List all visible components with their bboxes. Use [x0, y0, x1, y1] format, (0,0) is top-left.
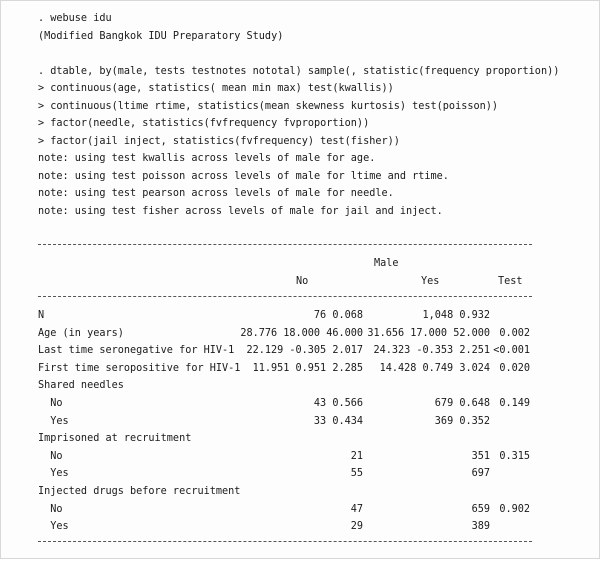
cell-yes [363, 486, 490, 498]
cell-test: 0.002 [499, 328, 530, 339]
dataset-label: (Modified Bangkok IDU Preparatory Study) [38, 31, 284, 42]
cell-no: 28.776 18.000 46.000 [240, 328, 363, 339]
cell-test: 0.020 [499, 363, 530, 374]
cell-yes: 697 [471, 468, 490, 479]
row-label: No [38, 398, 63, 409]
row-label: Yes [38, 416, 69, 427]
cell-yes [363, 380, 490, 392]
cell-yes: 369 0.352 [434, 416, 490, 427]
row-label: Imprisoned at recruitment [38, 433, 192, 444]
cell-yes: 1,048 0.932 [422, 310, 490, 321]
table-top-rule [38, 244, 532, 245]
note-line: note: using test kwallis across levels of male for age. [38, 153, 376, 164]
cell-test [490, 521, 530, 533]
cell-no: 43 0.566 [313, 398, 363, 409]
cell-no: 47 [350, 504, 363, 515]
row-label: No [38, 504, 63, 515]
cell-test [490, 310, 530, 322]
cell-no: 55 [350, 468, 363, 479]
cell-test [490, 433, 530, 445]
row-label: Last time seronegative for HIV-1 [38, 345, 235, 356]
cell-yes [363, 433, 490, 445]
cell-no: 29 [350, 521, 363, 532]
cell-no: 76 0.068 [313, 310, 363, 321]
cell-test [490, 468, 530, 480]
cell-yes: 24.323 -0.353 2.251 [373, 345, 490, 356]
cell-test: 0.149 [499, 398, 530, 409]
row-label: Age (in years) [38, 328, 124, 339]
cell-no: 22.129 -0.305 2.017 [246, 345, 363, 356]
group-header-male: Male [374, 258, 399, 269]
cell-no [237, 486, 363, 498]
cell-yes: 679 0.648 [434, 398, 490, 409]
table-header-rule [38, 296, 532, 297]
row-label: Yes [38, 521, 69, 532]
row-label: Yes [38, 468, 69, 479]
col-header-no: No [296, 276, 309, 287]
cell-no: 33 0.434 [313, 416, 363, 427]
col-header-test: Test [498, 276, 523, 287]
table-bottom-rule [38, 541, 532, 542]
row-label: Injected drugs before recruitment [38, 486, 241, 497]
command-dtable-line: > factor(needle, statistics(fvfrequency fvproportion)) [38, 118, 370, 129]
command-webuse: . webuse idu [38, 13, 112, 24]
cell-test [490, 416, 530, 428]
cell-test: 0.902 [499, 504, 530, 515]
cell-no [237, 380, 363, 392]
row-label: N [38, 310, 45, 321]
command-dtable-line: > continuous(age, statistics( mean min max) test(kwallis)) [38, 83, 394, 94]
cell-no: 21 [350, 451, 363, 462]
cell-no [237, 433, 363, 445]
cell-yes: 351 [471, 451, 490, 462]
row-label: First time seropositive for HIV-1 [38, 363, 241, 374]
cell-test: <0.001 [493, 345, 530, 356]
command-dtable-line: > continuous(ltime rtime, statistics(mean skewness kurtosis) test(poisson)) [38, 101, 499, 112]
cell-no: 11.951 0.951 2.285 [252, 363, 363, 374]
cell-yes: 31.656 17.000 52.000 [367, 328, 490, 339]
note-line: note: using test poisson across levels of male for ltime and rtime. [38, 171, 449, 182]
cell-test [490, 486, 530, 498]
cell-yes: 14.428 0.749 3.024 [379, 363, 490, 374]
row-label: Shared needles [38, 380, 124, 391]
command-dtable-line: . dtable, by(male, tests testnotes nototal) sample(, statistic(frequency proportion)) [38, 66, 560, 77]
note-line: note: using test pearson across levels of male for needle. [38, 188, 394, 199]
cell-test: 0.315 [499, 451, 530, 462]
note-line: note: using test fisher across levels of male for jail and inject. [38, 206, 443, 217]
cell-yes: 389 [471, 521, 490, 532]
command-dtable-line: > factor(jail inject, statistics(fvfrequency) test(fisher)) [38, 136, 400, 147]
cell-yes: 659 [471, 504, 490, 515]
row-label: No [38, 451, 63, 462]
col-header-yes: Yes [421, 276, 440, 287]
cell-test [490, 380, 530, 392]
